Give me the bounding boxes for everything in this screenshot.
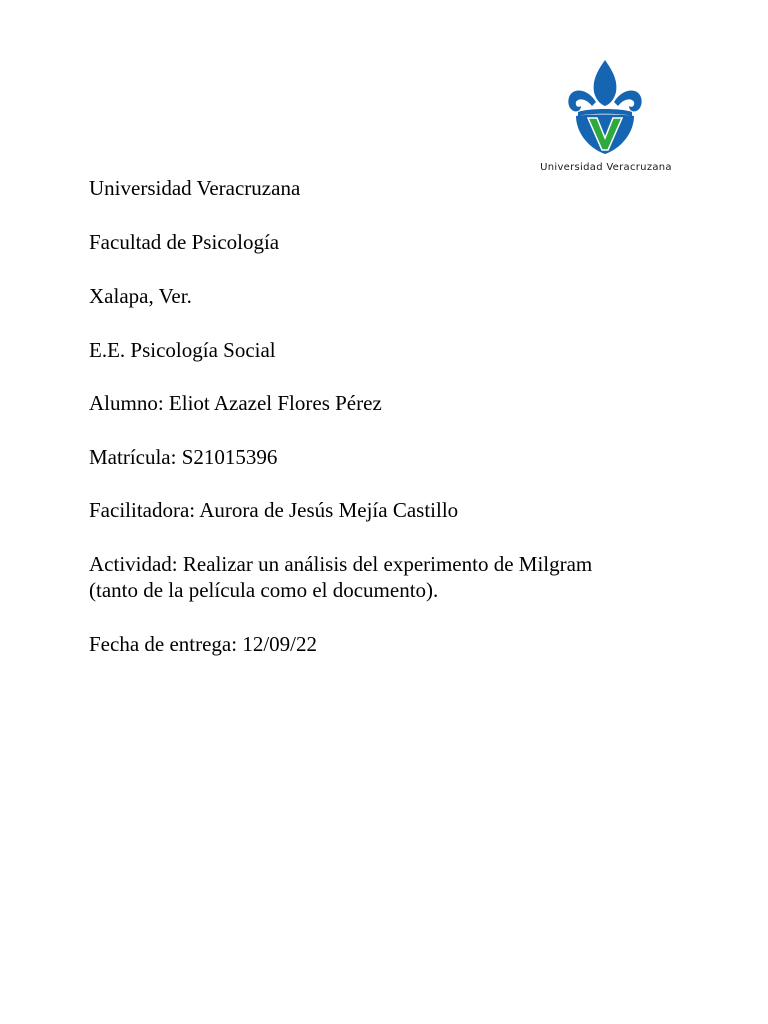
student-name: Alumno: Eliot Azazel Flores Pérez [89,391,382,415]
due-date: Fecha de entrega: 12/09/22 [89,632,318,656]
faculty-name: Facultad de Psicología [89,230,280,254]
logo-caption: Universidad Veracruzana [540,162,672,173]
city: Xalapa, Ver. [89,284,192,308]
uv-fleur-de-lis-icon [566,58,644,156]
university-name: Universidad Veracruzana [89,176,301,200]
course-name: E.E. Psicología Social [89,338,276,362]
enrollment-number: Matrícula: S21015396 [89,445,278,469]
activity-line-1: Actividad: Realizar un análisis del experimento de Milgram [89,552,593,576]
university-logo [536,58,676,178]
facilitator-name: Facilitadora: Aurora de Jesús Mejía Castillo [89,498,459,522]
activity-line-2: (tanto de la película como el documento). [89,578,439,602]
